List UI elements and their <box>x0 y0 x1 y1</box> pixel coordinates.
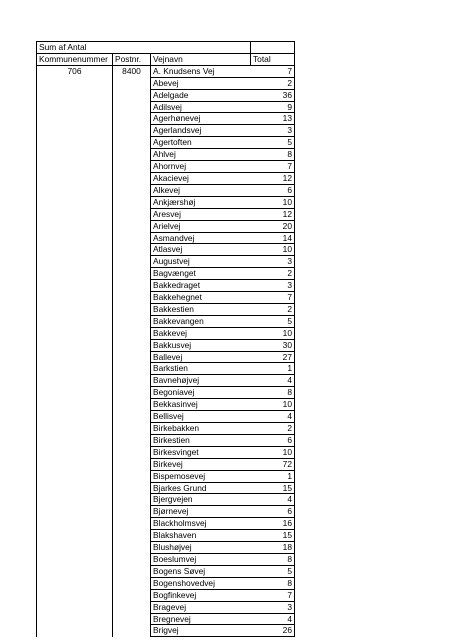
postnr-cell[interactable] <box>113 137 151 149</box>
table-row <box>37 315 295 327</box>
kommune-cell[interactable] <box>37 256 113 268</box>
total-cell[interactable]: 8 <box>251 553 295 565</box>
table-row <box>37 339 295 351</box>
total-cell[interactable]: 5 <box>251 565 295 577</box>
kommune-cell[interactable] <box>37 589 113 601</box>
total-cell[interactable]: 2 <box>251 423 295 435</box>
postnr-cell[interactable] <box>113 89 151 101</box>
kommune-cell[interactable] <box>37 125 113 137</box>
total-cell[interactable]: 7 <box>251 292 295 304</box>
postnr-cell[interactable] <box>113 351 151 363</box>
table-row <box>37 77 295 89</box>
total-cell[interactable]: 13 <box>251 113 295 125</box>
table-row <box>37 565 295 577</box>
kommune-cell[interactable] <box>37 482 113 494</box>
table-row <box>37 518 295 530</box>
vejnavn-cell[interactable]: Bakkusvej <box>151 339 251 351</box>
kommune-cell[interactable] <box>37 161 113 173</box>
table-row <box>37 399 295 411</box>
vejnavn-cell[interactable]: Agerhønevej <box>151 113 251 125</box>
table-row <box>37 577 295 589</box>
postnr-cell[interactable] <box>113 292 151 304</box>
postnr-cell[interactable] <box>113 232 151 244</box>
total-cell[interactable]: 27 <box>251 351 295 363</box>
postnr-cell[interactable] <box>113 363 151 375</box>
vejnavn-cell[interactable]: Akacievej <box>151 172 251 184</box>
vejnavn-cell[interactable]: Adilsvej <box>151 101 251 113</box>
postnr-cell[interactable] <box>113 387 151 399</box>
total-cell[interactable]: 3 <box>251 125 295 137</box>
total-cell[interactable]: 7 <box>251 589 295 601</box>
total-cell[interactable]: 12 <box>251 208 295 220</box>
total-cell[interactable]: 1 <box>251 470 295 482</box>
col-header-kommunenummer[interactable]: Kommunenummer <box>37 53 113 65</box>
total-cell[interactable]: 12 <box>251 172 295 184</box>
table-row <box>37 327 295 339</box>
table-row <box>37 458 295 470</box>
table-row <box>37 446 295 458</box>
postnr-cell[interactable] <box>113 518 151 530</box>
total-cell[interactable]: 8 <box>251 577 295 589</box>
table-row <box>37 482 295 494</box>
table-row <box>37 232 295 244</box>
postnr-cell[interactable] <box>113 601 151 613</box>
table-row <box>37 530 295 542</box>
postnr-cell[interactable] <box>113 172 151 184</box>
kommune-cell[interactable] <box>37 149 113 161</box>
table-row <box>37 589 295 601</box>
total-cell[interactable]: 15 <box>251 482 295 494</box>
empty-cell[interactable] <box>151 42 251 54</box>
pivot-label-row <box>37 42 295 54</box>
kommune-cell[interactable] <box>37 363 113 375</box>
kommune-cell[interactable] <box>37 423 113 435</box>
total-cell[interactable]: 16 <box>251 518 295 530</box>
kommune-cell[interactable] <box>37 184 113 196</box>
total-cell[interactable]: 10 <box>251 196 295 208</box>
vejnavn-cell[interactable]: Agerlandsvej <box>151 125 251 137</box>
table-row <box>37 423 295 435</box>
vejnavn-cell[interactable]: Bispemosevej <box>151 470 251 482</box>
table-row <box>37 89 295 101</box>
vejnavn-cell[interactable]: Atlasvej <box>151 244 251 256</box>
table-row <box>37 125 295 137</box>
kommune-cell[interactable] <box>37 351 113 363</box>
vejnavn-cell[interactable]: Aresvej <box>151 208 251 220</box>
vejnavn-cell[interactable]: Bjørnevej <box>151 506 251 518</box>
kommune-cell[interactable] <box>37 494 113 506</box>
postnr-cell[interactable] <box>113 101 151 113</box>
table-row <box>37 351 295 363</box>
vejnavn-cell[interactable]: Ballevej <box>151 351 251 363</box>
vejnavn-cell[interactable]: Ankjærshøj <box>151 196 251 208</box>
vejnavn-cell[interactable]: Abevej <box>151 77 251 89</box>
kommune-cell[interactable] <box>37 137 113 149</box>
vejnavn-cell[interactable]: Boeslumvej <box>151 553 251 565</box>
kommune-cell[interactable] <box>37 530 113 542</box>
postnr-cell[interactable] <box>113 446 151 458</box>
kommune-cell[interactable] <box>37 613 113 625</box>
postnr-cell[interactable] <box>113 244 151 256</box>
table-row <box>37 303 295 315</box>
total-cell[interactable]: 14 <box>251 232 295 244</box>
kommune-cell[interactable] <box>37 553 113 565</box>
postnr-cell[interactable] <box>113 553 151 565</box>
table-row <box>37 375 295 387</box>
kommune-cell[interactable] <box>37 542 113 554</box>
postnr-cell[interactable] <box>113 434 151 446</box>
kommune-cell[interactable] <box>37 172 113 184</box>
postnr-cell[interactable] <box>113 220 151 232</box>
table-row <box>37 149 295 161</box>
vejnavn-cell[interactable]: Bakkevangen <box>151 315 251 327</box>
postnr-cell[interactable] <box>113 411 151 423</box>
table-row <box>37 196 295 208</box>
kommune-cell[interactable] <box>37 208 113 220</box>
vejnavn-cell[interactable]: Ahornvej <box>151 161 251 173</box>
table-row <box>37 256 295 268</box>
vejnavn-cell[interactable]: Bavnehøjvej <box>151 375 251 387</box>
table-row <box>37 553 295 565</box>
table-row <box>37 434 295 446</box>
empty-cell[interactable] <box>113 42 151 54</box>
table-row <box>37 506 295 518</box>
postnr-cell[interactable] <box>113 565 151 577</box>
total-cell[interactable]: 3 <box>251 256 295 268</box>
vejnavn-cell[interactable]: Ahlvej <box>151 149 251 161</box>
table-row <box>37 161 295 173</box>
total-cell[interactable]: 1 <box>251 363 295 375</box>
vejnavn-cell[interactable]: Bogfinkevej <box>151 589 251 601</box>
total-cell[interactable]: 72 <box>251 458 295 470</box>
table-row <box>37 65 295 77</box>
table-row <box>37 113 295 125</box>
vejnavn-cell[interactable]: Bragevej <box>151 601 251 613</box>
kommune-cell[interactable] <box>37 244 113 256</box>
postnr-cell[interactable] <box>113 149 151 161</box>
postnr-cell[interactable] <box>113 327 151 339</box>
table-row <box>37 280 295 292</box>
vejnavn-cell[interactable]: Bakkevej <box>151 327 251 339</box>
table-row <box>37 411 295 423</box>
postnr-cell[interactable] <box>113 542 151 554</box>
vejnavn-cell[interactable]: Blackholmsvej <box>151 518 251 530</box>
kommune-cell[interactable] <box>37 518 113 530</box>
kommune-cell[interactable] <box>37 339 113 351</box>
table-row <box>37 601 295 613</box>
total-cell[interactable]: 3 <box>251 601 295 613</box>
vejnavn-cell[interactable]: Adelgade <box>151 89 251 101</box>
postnr-cell[interactable] <box>113 423 151 435</box>
pivot-table <box>36 41 295 637</box>
total-cell[interactable]: 10 <box>251 327 295 339</box>
vejnavn-cell[interactable]: Augustvej <box>151 256 251 268</box>
total-cell[interactable]: 4 <box>251 613 295 625</box>
total-cell[interactable]: 7 <box>251 65 295 77</box>
kommune-cell[interactable] <box>37 565 113 577</box>
kommune-cell[interactable] <box>37 434 113 446</box>
vejnavn-cell[interactable]: Birkestien <box>151 434 251 446</box>
postnr-cell[interactable] <box>113 375 151 387</box>
postnr-cell[interactable] <box>113 470 151 482</box>
pivot-label[interactable]: Sum af Antal <box>37 42 113 54</box>
vejnavn-cell[interactable]: Bellisvej <box>151 411 251 423</box>
vejnavn-cell[interactable]: Barkstien <box>151 363 251 375</box>
vejnavn-cell[interactable]: Bregnevej <box>151 613 251 625</box>
postnr-cell[interactable] <box>113 113 151 125</box>
total-cell[interactable]: 3 <box>251 280 295 292</box>
kommune-cell[interactable] <box>37 458 113 470</box>
total-cell[interactable]: 18 <box>251 542 295 554</box>
vejnavn-cell[interactable]: Bagvænget <box>151 268 251 280</box>
kommune-cell[interactable] <box>37 268 113 280</box>
kommune-cell[interactable] <box>37 375 113 387</box>
vejnavn-cell[interactable]: Alkevej <box>151 184 251 196</box>
total-cell[interactable]: 8 <box>251 387 295 399</box>
kommune-cell[interactable] <box>37 232 113 244</box>
table-row <box>37 470 295 482</box>
table-row <box>37 613 295 625</box>
kommune-cell[interactable] <box>37 89 113 101</box>
total-cell[interactable]: 20 <box>251 220 295 232</box>
kommune-cell[interactable] <box>37 292 113 304</box>
table-row <box>37 208 295 220</box>
total-cell[interactable]: 26 <box>251 625 295 637</box>
vejnavn-cell[interactable]: Bakkehegnet <box>151 292 251 304</box>
pivot-table-sheet <box>36 41 295 637</box>
vejnavn-cell[interactable]: Bogenshovedvej <box>151 577 251 589</box>
total-cell[interactable]: 5 <box>251 315 295 327</box>
kommune-cell[interactable] <box>37 101 113 113</box>
vejnavn-cell[interactable]: Bogens Søvej <box>151 565 251 577</box>
total-cell[interactable]: 10 <box>251 446 295 458</box>
total-cell[interactable]: 6 <box>251 506 295 518</box>
kommune-cell[interactable] <box>37 387 113 399</box>
vejnavn-cell[interactable]: Bekkasinvej <box>151 399 251 411</box>
kommune-cell[interactable] <box>37 303 113 315</box>
total-cell[interactable]: 4 <box>251 411 295 423</box>
postnr-cell[interactable] <box>113 256 151 268</box>
total-cell[interactable]: 5 <box>251 137 295 149</box>
kommune-cell[interactable] <box>37 113 113 125</box>
vejnavn-cell[interactable]: Blakshaven <box>151 530 251 542</box>
kommune-cell[interactable] <box>37 220 113 232</box>
kommune-cell[interactable] <box>37 625 113 637</box>
total-cell[interactable]: 15 <box>251 530 295 542</box>
vejnavn-cell[interactable]: Bakkestien <box>151 303 251 315</box>
vejnavn-cell[interactable]: Birkebakken <box>151 423 251 435</box>
postnr-cell[interactable] <box>113 625 151 637</box>
kommune-cell[interactable] <box>37 280 113 292</box>
postnr-cell[interactable] <box>113 577 151 589</box>
postnr-cell[interactable] <box>113 196 151 208</box>
vejnavn-cell[interactable]: Arielvej <box>151 220 251 232</box>
postnr-cell[interactable] <box>113 208 151 220</box>
kommune-cell[interactable] <box>37 577 113 589</box>
col-header-vejnavn[interactable]: Vejnavn <box>151 53 251 65</box>
kommune-cell[interactable]: 706 <box>37 65 113 77</box>
table-row <box>37 244 295 256</box>
vejnavn-cell[interactable]: Birkevej <box>151 458 251 470</box>
postnr-cell[interactable] <box>113 161 151 173</box>
postnr-cell[interactable] <box>113 77 151 89</box>
postnr-cell[interactable] <box>113 589 151 601</box>
vejnavn-cell[interactable]: Bjarkes Grund <box>151 482 251 494</box>
table-row <box>37 172 295 184</box>
table-row <box>37 542 295 554</box>
total-cell[interactable]: 4 <box>251 375 295 387</box>
col-header-total[interactable]: Total <box>251 53 295 65</box>
col-header-postnr[interactable]: Postnr. <box>113 53 151 65</box>
table-row <box>37 101 295 113</box>
kommune-cell[interactable] <box>37 601 113 613</box>
vejnavn-cell[interactable]: Blushøjvej <box>151 542 251 554</box>
vejnavn-cell[interactable]: Begoniavej <box>151 387 251 399</box>
vejnavn-cell[interactable]: A. Knudsens Vej <box>151 65 251 77</box>
total-cell[interactable]: 2 <box>251 77 295 89</box>
kommune-cell[interactable] <box>37 315 113 327</box>
postnr-cell[interactable] <box>113 125 151 137</box>
table-row <box>37 363 295 375</box>
column-header-row <box>37 53 295 65</box>
postnr-cell[interactable] <box>113 494 151 506</box>
postnr-cell[interactable] <box>113 339 151 351</box>
total-cell[interactable]: 6 <box>251 184 295 196</box>
total-cell[interactable]: 2 <box>251 303 295 315</box>
total-cell[interactable]: 10 <box>251 399 295 411</box>
postnr-cell[interactable] <box>113 506 151 518</box>
kommune-cell[interactable] <box>37 470 113 482</box>
postnr-cell[interactable] <box>113 530 151 542</box>
total-cell[interactable]: 4 <box>251 494 295 506</box>
postnr-cell[interactable] <box>113 268 151 280</box>
total-cell[interactable]: 6 <box>251 434 295 446</box>
table-row <box>37 387 295 399</box>
kommune-cell[interactable] <box>37 399 113 411</box>
table-row <box>37 184 295 196</box>
postnr-cell[interactable] <box>113 482 151 494</box>
postnr-cell[interactable] <box>113 458 151 470</box>
table-row <box>37 220 295 232</box>
total-cell[interactable]: 30 <box>251 339 295 351</box>
empty-cell[interactable] <box>251 42 295 54</box>
total-cell[interactable]: 8 <box>251 149 295 161</box>
postnr-cell[interactable] <box>113 184 151 196</box>
vejnavn-cell[interactable]: Birkesvinget <box>151 446 251 458</box>
table-row <box>37 625 295 637</box>
kommune-cell[interactable] <box>37 411 113 423</box>
postnr-cell[interactable] <box>113 280 151 292</box>
total-cell[interactable]: 9 <box>251 101 295 113</box>
vejnavn-cell[interactable]: Brigvej <box>151 625 251 637</box>
total-cell[interactable]: 10 <box>251 244 295 256</box>
postnr-cell[interactable] <box>113 315 151 327</box>
table-row <box>37 137 295 149</box>
vejnavn-cell[interactable]: Agertoften <box>151 137 251 149</box>
vejnavn-cell[interactable]: Bjergvejen <box>151 494 251 506</box>
total-cell[interactable]: 2 <box>251 268 295 280</box>
postnr-cell[interactable]: 8400 <box>113 65 151 77</box>
kommune-cell[interactable] <box>37 196 113 208</box>
kommune-cell[interactable] <box>37 327 113 339</box>
table-row <box>37 292 295 304</box>
kommune-cell[interactable] <box>37 77 113 89</box>
vejnavn-cell[interactable]: Bakkedraget <box>151 280 251 292</box>
vejnavn-cell[interactable]: Asmandvej <box>151 232 251 244</box>
total-cell[interactable]: 36 <box>251 89 295 101</box>
total-cell[interactable]: 7 <box>251 161 295 173</box>
table-row <box>37 494 295 506</box>
kommune-cell[interactable] <box>37 506 113 518</box>
postnr-cell[interactable] <box>113 613 151 625</box>
postnr-cell[interactable] <box>113 303 151 315</box>
postnr-cell[interactable] <box>113 399 151 411</box>
table-row <box>37 268 295 280</box>
kommune-cell[interactable] <box>37 446 113 458</box>
